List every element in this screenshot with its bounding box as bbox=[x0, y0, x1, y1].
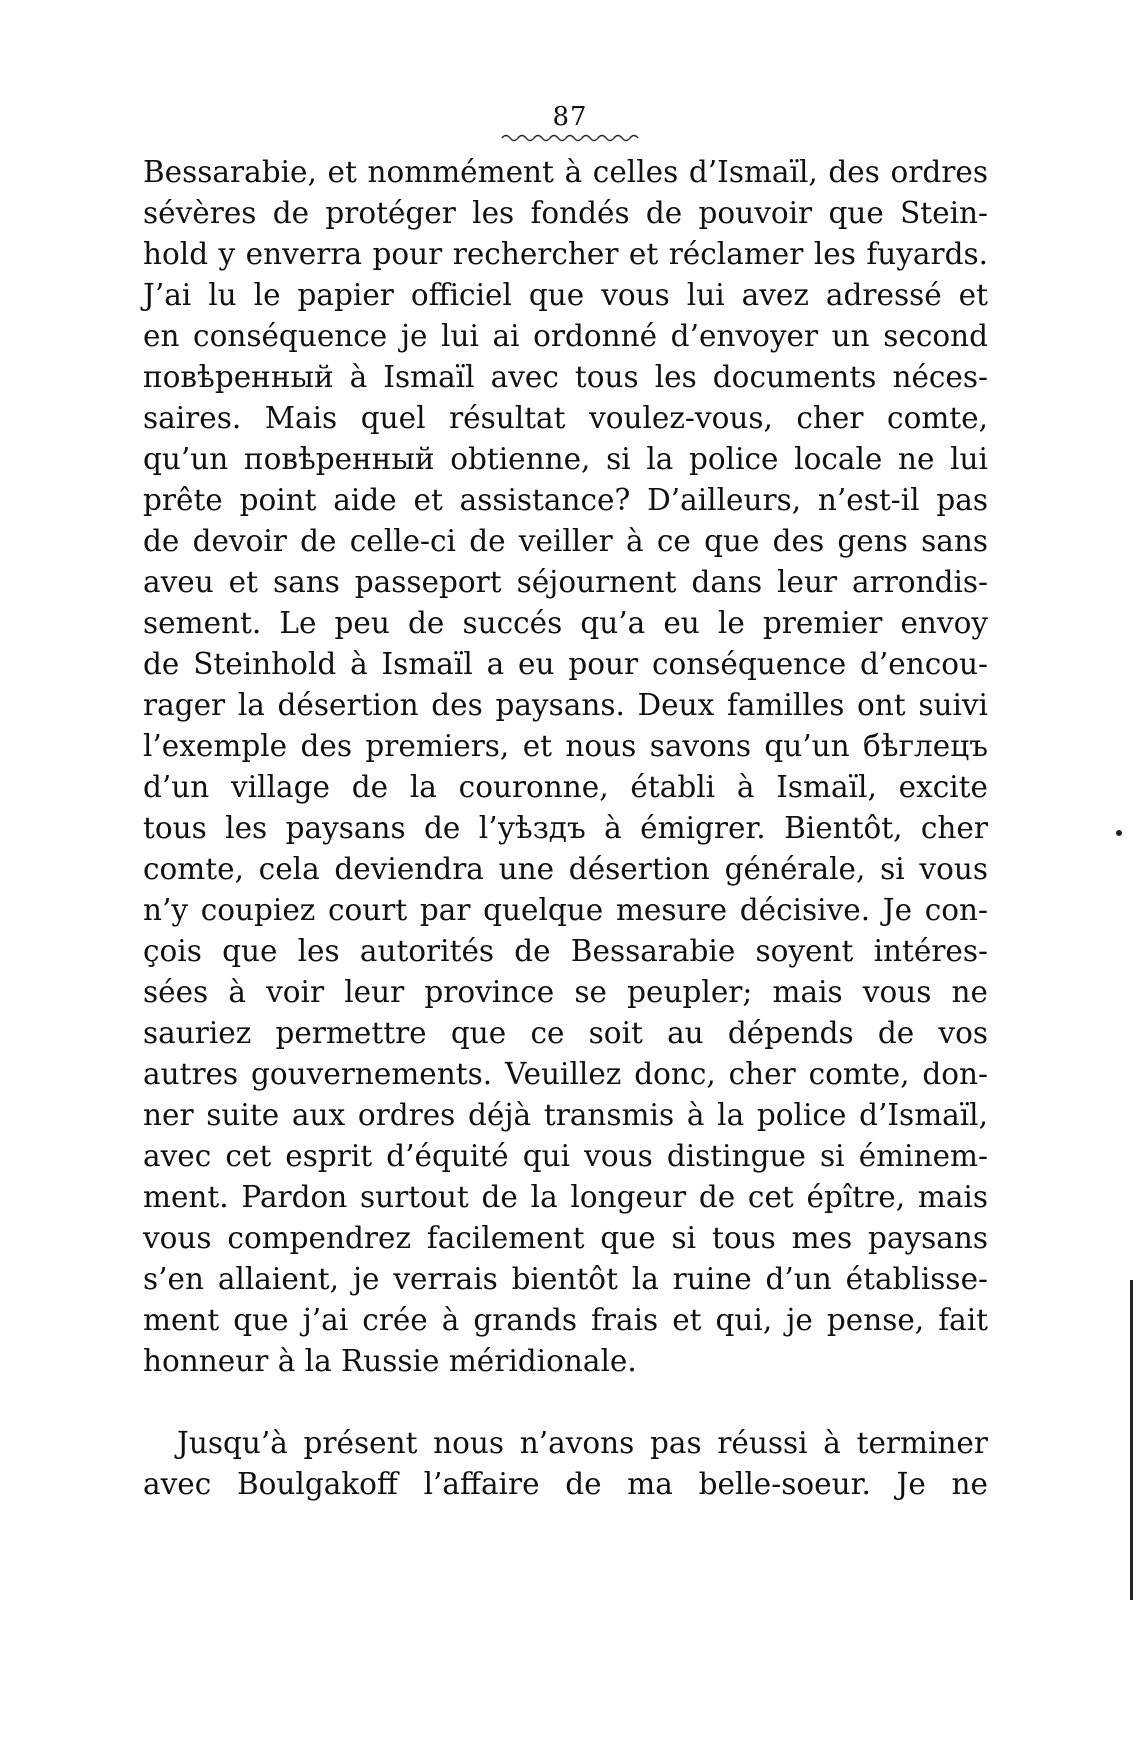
text-line: aveu et sans passeport séjournent dans leur arrondis- bbox=[143, 565, 988, 599]
page-number: 87 bbox=[552, 102, 588, 132]
paragraph-gap bbox=[143, 1382, 988, 1423]
text-line: comte, cela deviendra une désertion générale, si vous bbox=[143, 852, 988, 886]
text-line: l’exemple des premiers, et nous savons qu’un бѣглецъ bbox=[143, 729, 988, 763]
text-line: avec cet esprit d’équité qui vous distingue si éminem- bbox=[143, 1139, 988, 1173]
text-line: avec Boulgakoff l’affaire de ma belle-soeur. Je ne bbox=[143, 1467, 988, 1501]
body-text bbox=[143, 152, 988, 1505]
text-line: d’un village de la couronne, établi à Ismaïl, excite bbox=[143, 770, 988, 804]
text-line: sement. Le peu de succés qu’a eu le premier envoy bbox=[143, 606, 988, 640]
print-speck bbox=[1116, 830, 1122, 836]
text-line: Jusqu’à présent nous n’avons pas réussi à terminer bbox=[177, 1426, 988, 1460]
text-line: saires. Mais quel résultat voulez-vous, cher comte, bbox=[143, 401, 988, 435]
text-line: prête point aide et assistance? D’ailleurs, n’est-il pas bbox=[143, 483, 988, 517]
text-line: qu’un повѣренный obtienne, si la police locale ne lui bbox=[143, 442, 988, 476]
text-line: Bessarabie, et nommément à celles d’Ismaïl, des ordres bbox=[143, 155, 988, 189]
text-line: honneur à la Russie méridionale. bbox=[143, 1344, 637, 1378]
text-line: n’y coupiez court par quelque mesure décisive. Je con- bbox=[143, 893, 988, 927]
text-line: ment que j’ai crée à grands frais et qui, je pense, fait bbox=[143, 1303, 988, 1337]
text-line: повѣренный à Ismaïl avec tous les documents néces- bbox=[143, 360, 988, 394]
text-line: rager la désertion des paysans. Deux familles ont suivi bbox=[143, 688, 988, 722]
text-line: ment. Pardon surtout de la longeur de cet épître, mais bbox=[143, 1180, 988, 1214]
text-line: J’ai lu le papier officiel que vous lui avez adressé et bbox=[143, 278, 988, 312]
text-line: sévères de protéger les fondés de pouvoir que Stein- bbox=[143, 196, 988, 230]
text-line: vous compendrez facilement que si tous mes paysans bbox=[143, 1221, 988, 1255]
text-line: de Steinhold à Ismaïl a eu pour conséquence d’encou- bbox=[143, 647, 988, 681]
paragraph-1 bbox=[143, 152, 988, 1382]
text-line: s’en allaient, je verrais bientôt la ruine d’un établisse- bbox=[143, 1262, 988, 1296]
text-line: sées à voir leur province se peupler; mais vous ne bbox=[143, 975, 988, 1009]
page-header bbox=[0, 102, 1140, 144]
text-line: hold y enverra pour rechercher et réclamer les fuyards. bbox=[143, 237, 988, 271]
text-line: tous les paysans de l’уѣздъ à émigrer. Bientôt, cher bbox=[143, 811, 988, 845]
text-line: de devoir de celle-ci de veiller à ce que des gens sans bbox=[143, 524, 988, 558]
text-line: ner suite aux ordres déjà transmis à la police d’Ismaïl, bbox=[143, 1098, 988, 1132]
text-line: sauriez permettre que ce soit au dépends de vos bbox=[143, 1016, 988, 1050]
paragraph-2 bbox=[143, 1423, 988, 1505]
text-line: autres gouvernements. Veuillez donc, cher comte, don- bbox=[143, 1057, 988, 1091]
scan-edge-mark bbox=[1130, 1280, 1133, 1600]
wavy-rule-ornament bbox=[500, 132, 640, 144]
text-line: çois que les autorités de Bessarabie soyent intéres- bbox=[143, 934, 988, 968]
text-line: en conséquence je lui ai ordonné d’envoyer un second bbox=[143, 319, 988, 353]
